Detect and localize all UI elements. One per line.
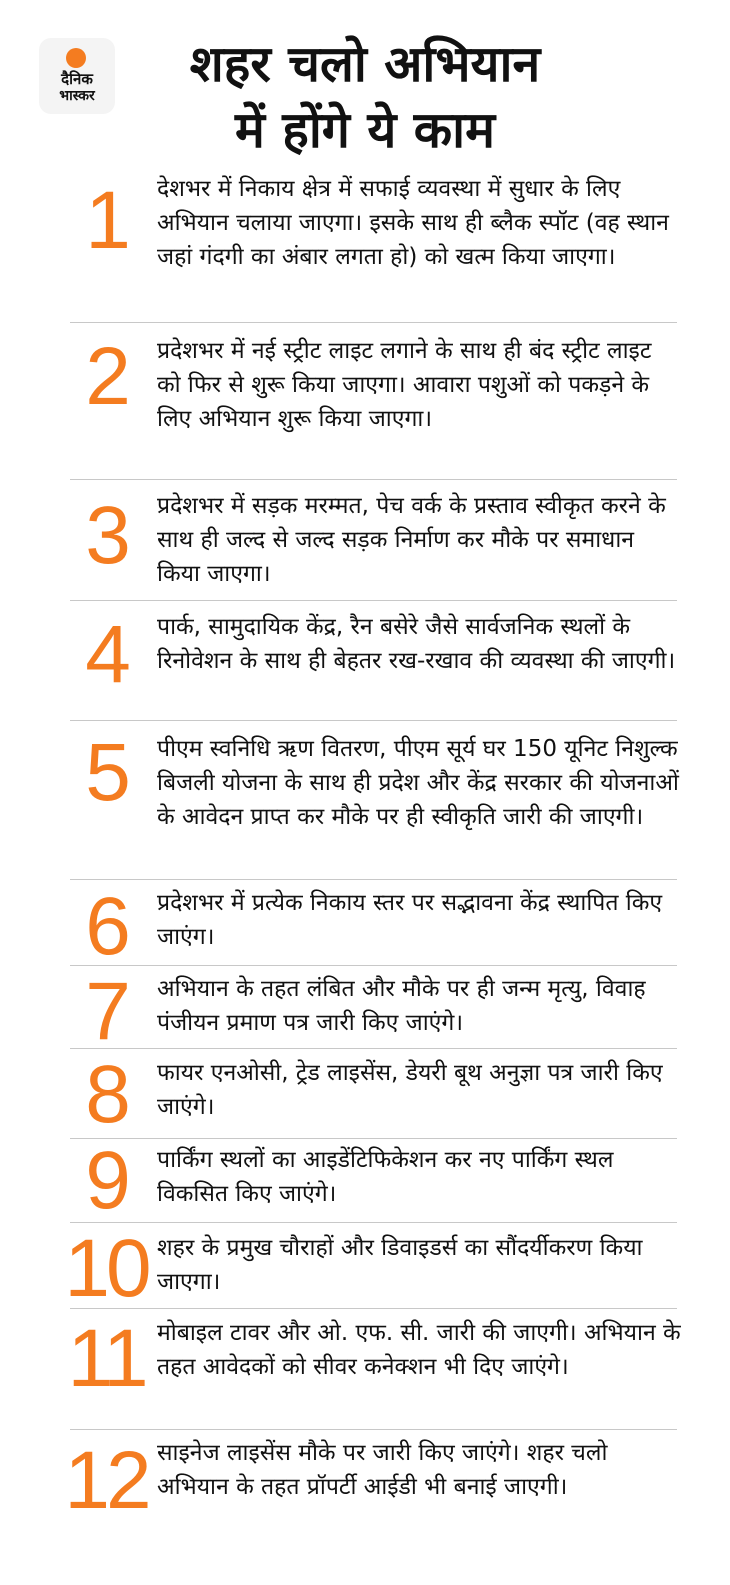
item-text: प्रदेशभर में सड़क मरम्मत, पेच वर्क के प्रस्ताव स्वीकृत करने के साथ ही जल्द से जल्द सड़क निर्माण कर मौके पर समाधान किया जाएगा। (157, 493, 666, 587)
divider (70, 1138, 677, 1139)
item-number: 7 (85, 966, 127, 1057)
divider (70, 965, 677, 966)
divider (70, 720, 677, 721)
divider (70, 1308, 677, 1309)
item-number: 3 (85, 490, 127, 581)
item-number: 5 (85, 727, 127, 818)
item-text: पार्क, सामुदायिक केंद्र, रैन बसेरे जैसे सार्वजनिक स्थलों के रिनोवेशन के साथ ही बेहतर रख-रखाव की व्यवस्था की जाएगी। (157, 614, 676, 674)
item-number: 10 (64, 1223, 148, 1314)
item-text: मोबाइल टावर और ओ. एफ. सी. जारी की जाएगी। अभियान के तहत आवेदकों को सीवर कनेक्शन भी दिए जाएंगे। (157, 1320, 681, 1380)
item-text: पीएम स्वनिधि ऋण वितरण, पीएम सूर्य घर 150 यूनिट निशुल्क बिजली योजना के साथ ही प्रदेश और केंद्र सरकार की योजनाओं के आवेदन प्राप्त कर मौके पर ही स्वीकृति जारी की जाएगी। (157, 736, 679, 830)
divider (70, 600, 677, 601)
item-number: 6 (85, 881, 127, 972)
item-text: अभियान के तहत लंबित और मौके पर ही जन्म मृत्यु, विवाह पंजीयन प्रमाण पत्र जारी किए जाएंगे। (157, 976, 646, 1036)
item-text: देशभर में निकाय क्षेत्र में सफाई व्यवस्था में सुधार के लिए अभियान चलाया जाएगा। इसके साथ ही ब्लैक स्पॉट (वह स्थान जहां गंदगी का अंबार लगता हो) को खत्म किया जाएगा। (157, 176, 669, 270)
logo-line-1: दैनिक (61, 70, 93, 88)
item-number: 1 (85, 175, 127, 266)
divider (70, 322, 677, 323)
item-number: 2 (85, 331, 127, 422)
item-text: शहर के प्रमुख चौराहों और डिवाइडर्स का सौंदर्यीकरण किया जाएगा। (157, 1235, 643, 1295)
item-text: प्रदेशभर में नई स्ट्रीट लाइट लगाने के साथ ही बंद स्ट्रीट लाइट को फिर से शुरू किया जाएगा। आवारा पशुओं को पकड़ने के लिए अभियान शुरू किया जाएगा। (157, 338, 652, 432)
divider (70, 1048, 677, 1049)
item-text: प्रदेशभर में प्रत्येक निकाय स्तर पर सद्भावना केंद्र स्थापित किए जाएंग। (157, 890, 663, 950)
page-title-line-1: शहर चलो अभियान (189, 35, 541, 93)
item-text: फायर एनओसी, ट्रेड लाइसेंस, डेयरी बूथ अनुज्ञा पत्र जारी किए जाएंगे। (157, 1060, 663, 1120)
item-number: 12 (64, 1435, 148, 1526)
item-text: पार्किंग स्थलों का आइडेंटिफिकेशन कर नए पार्किंग स्थल विकसित किए जाएंगे। (157, 1147, 614, 1207)
item-number: 11 (67, 1313, 145, 1404)
divider (70, 479, 677, 480)
divider (70, 1222, 677, 1223)
divider (70, 879, 677, 880)
logo-line-2: भास्कर (59, 88, 95, 104)
item-text: साइनेज लाइसेंस मौके पर जारी किए जाएंगे। शहर चलो अभियान के तहत प्रॉपर्टी आईडी भी बनाई जाएगी। (157, 1440, 608, 1500)
divider (70, 1429, 677, 1430)
item-number: 9 (85, 1135, 127, 1226)
page-title-line-2: में होंगे ये काम (234, 101, 496, 159)
item-number: 4 (85, 609, 127, 700)
item-number: 8 (85, 1049, 127, 1140)
